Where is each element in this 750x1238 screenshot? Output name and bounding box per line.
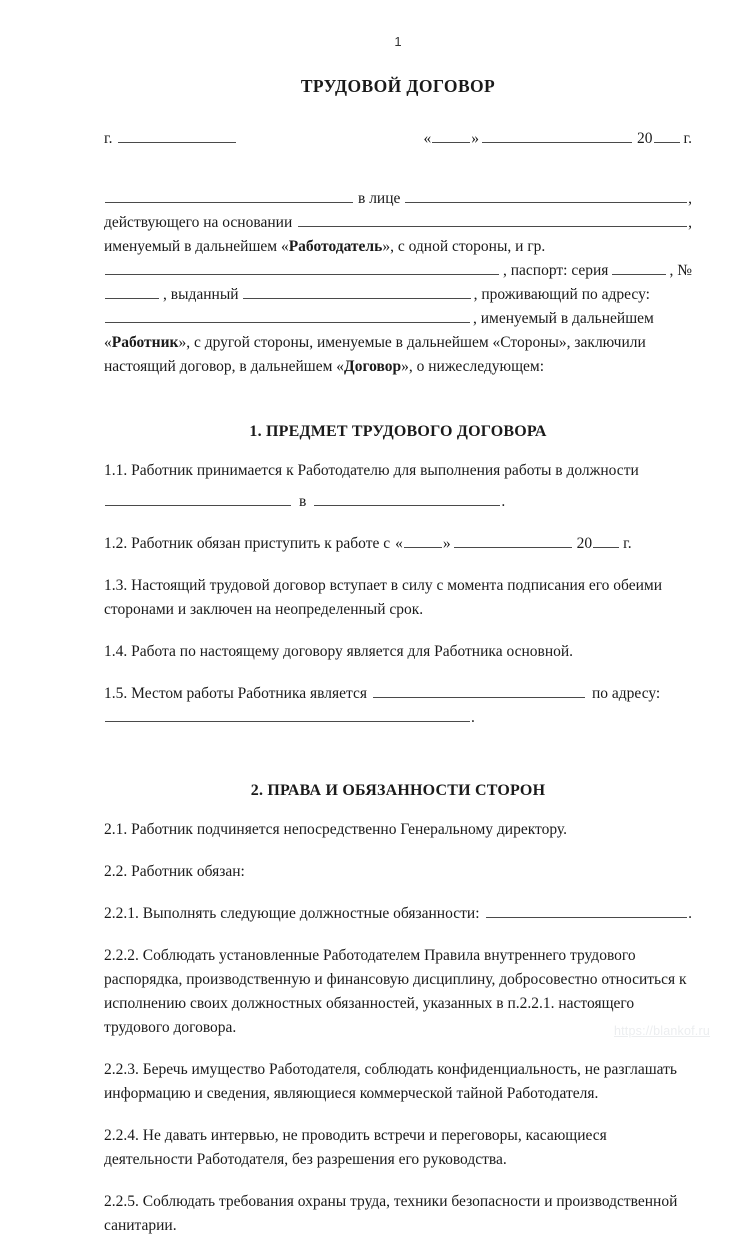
spacer	[104, 1106, 692, 1124]
document-content	[104, 0, 692, 1238]
spacer	[104, 514, 692, 532]
position-fill-blank[interactable]	[105, 490, 291, 506]
spacer	[104, 926, 692, 944]
comma-2: ,	[688, 214, 692, 231]
day-quote-close: »	[471, 130, 480, 147]
city-prefix-label: г.	[104, 130, 113, 147]
passport-series-label: , паспорт: серия	[502, 262, 609, 279]
spacer	[104, 842, 692, 860]
spacer	[104, 405, 692, 423]
employer-term-bold: Работодатель	[288, 238, 383, 255]
year-prefix-label: 20	[637, 130, 653, 147]
clause-1-5-period: .	[471, 709, 475, 726]
clause-2-2-4: 2.2.4. Не давать интервью, не проводить встречи и переговоры, касающиеся деятельности Работодателя, без разрешения его руководства.	[104, 1127, 607, 1168]
comma-1: ,	[688, 190, 692, 207]
spacer	[104, 622, 692, 640]
page-number: 1	[394, 34, 402, 49]
clause-1-1-period: .	[501, 493, 506, 510]
department-fill-blank[interactable]	[314, 490, 500, 506]
preamble-line-3: именуемый в дальнейшем «Работодатель», с одной стороны, и гр.	[104, 238, 546, 255]
spacer	[104, 441, 692, 459]
clause-2-2-1	[104, 902, 692, 926]
clause-1-1-connector: в	[299, 493, 307, 510]
year-fill-blank[interactable]	[654, 127, 680, 143]
spacer	[104, 151, 692, 177]
spacer	[104, 379, 692, 405]
preamble-line-7: «Работник», с другой стороны, именуемые в дальнейшем «Стороны», заключили	[104, 334, 646, 351]
employee-term-bold: Работник	[111, 334, 179, 351]
preamble-line-1	[104, 187, 692, 211]
issued-by-label: , выданный	[163, 286, 239, 303]
spacer	[104, 756, 692, 782]
preamble-line-8: настоящий договор, в дальнейшем «Договор», о нижеследующем:	[104, 358, 545, 375]
passport-series-fill-blank[interactable]	[612, 259, 666, 275]
employer-name-fill-blank[interactable]	[105, 187, 353, 203]
clause-1-2	[104, 532, 692, 556]
document-title: ТРУДОВОЙ ДОГОВОР	[300, 76, 496, 96]
start-quote-open: «	[395, 535, 403, 552]
clause-2-2-1-label: 2.2.1. Выполнять следующие должностные обязанности:	[104, 905, 480, 922]
start-day-fill-blank[interactable]	[404, 532, 442, 548]
clause-2-2-3: 2.2.3. Беречь имущество Работодателя, соблюдать конфиденциальность, не разглашать информацию и сведения, являющиеся коммерческой тайной Работодателя.	[104, 1061, 677, 1102]
clause-1-1-text: 1.1. Работник принимается к Работодателю для выполнения работы в должности	[104, 462, 639, 479]
clause-2-2-5: 2.2.5. Соблюдать требования охраны труда, техники безопасности и производственной санитарии.	[104, 1193, 678, 1234]
representative-fill-blank[interactable]	[405, 187, 687, 203]
start-quote-close: »	[442, 535, 451, 552]
passport-number-label: , №	[669, 262, 692, 279]
clause-1-1-blanks	[104, 490, 692, 514]
city-fill-blank[interactable]	[118, 127, 236, 143]
spacer	[104, 884, 692, 902]
clause-2-2-1-period: .	[688, 905, 692, 922]
job-duties-fill-blank[interactable]	[486, 902, 688, 918]
spacer	[104, 730, 692, 756]
clause-1-5	[104, 682, 692, 706]
workplace-address-fill-blank[interactable]	[105, 706, 470, 722]
preamble-line-5	[104, 283, 692, 307]
site-watermark: https://blankof.ru	[613, 1024, 710, 1038]
clause-1-2-label: 1.2. Работник обязан приступить к работе с	[104, 535, 391, 552]
contract-term-bold: Договор	[344, 358, 402, 375]
spacer	[104, 1040, 692, 1058]
clause-1-4: 1.4. Работа по настоящему договору является для Работника основной.	[104, 643, 574, 660]
preamble-line-6	[104, 307, 692, 331]
clause-1-5-address-label: по адресу:	[592, 685, 661, 702]
clause-1-3: 1.3. Настоящий трудовой договор вступает в силу с момента подписания его обеими сторонами и заключен на неопределенный срок.	[104, 577, 663, 618]
issued-by-fill-blank[interactable]	[243, 283, 471, 299]
start-year-fill-blank[interactable]	[593, 532, 619, 548]
clause-2-2-2: 2.2.2. Соблюдать установленные Работодателем Правила внутреннего трудового распорядка, производственную и финансовую дисциплину, добросовестно относиться к исполнению своих должностных обязанностей, указанных в п.2.2.1. настоящего трудового договора.	[104, 947, 687, 1036]
preamble-line-4	[104, 259, 692, 283]
spacer	[104, 664, 692, 682]
clause-2-2: 2.2. Работник обязан:	[104, 863, 245, 880]
start-month-fill-blank[interactable]	[454, 532, 572, 548]
day-quote-open: «	[423, 130, 432, 147]
spacer	[104, 177, 692, 187]
spacer	[104, 800, 692, 818]
start-year-prefix: 20	[576, 535, 593, 552]
day-fill-blank[interactable]	[432, 127, 470, 143]
preamble-line-2	[104, 211, 692, 235]
clause-1-5-label: 1.5. Местом работы Работника является	[104, 685, 367, 702]
employee-address-fill-blank[interactable]	[105, 307, 470, 323]
acting-basis-fill-blank[interactable]	[298, 211, 687, 227]
start-year-suffix: г.	[623, 535, 632, 552]
employee-name-fill-blank[interactable]	[105, 259, 499, 275]
section-1-heading: 1. ПРЕДМЕТ ТРУДОВОГО ДОГОВОРА	[249, 423, 547, 440]
acting-basis-label: действующего на основании	[104, 214, 293, 231]
hereinafter-label: , именуемый в дальнейшем	[473, 310, 654, 327]
spacer	[104, 97, 692, 123]
month-fill-blank[interactable]	[482, 127, 632, 143]
spacer	[104, 1172, 692, 1190]
year-suffix-label: г.	[683, 130, 692, 147]
spacer	[104, 556, 692, 574]
workplace-fill-blank[interactable]	[373, 682, 585, 698]
in-person-of-label: в лице	[358, 190, 401, 207]
residing-address-label: , проживающий по адресу:	[473, 286, 650, 303]
clause-1-5-address-row	[104, 706, 692, 730]
passport-number-fill-blank[interactable]	[105, 283, 159, 299]
clause-2-1: 2.1. Работник подчиняется непосредственно Генеральному директору.	[104, 821, 567, 838]
section-2-heading: 2. ПРАВА И ОБЯЗАННОСТИ СТОРОН	[250, 782, 546, 799]
city-date-row	[104, 127, 692, 151]
